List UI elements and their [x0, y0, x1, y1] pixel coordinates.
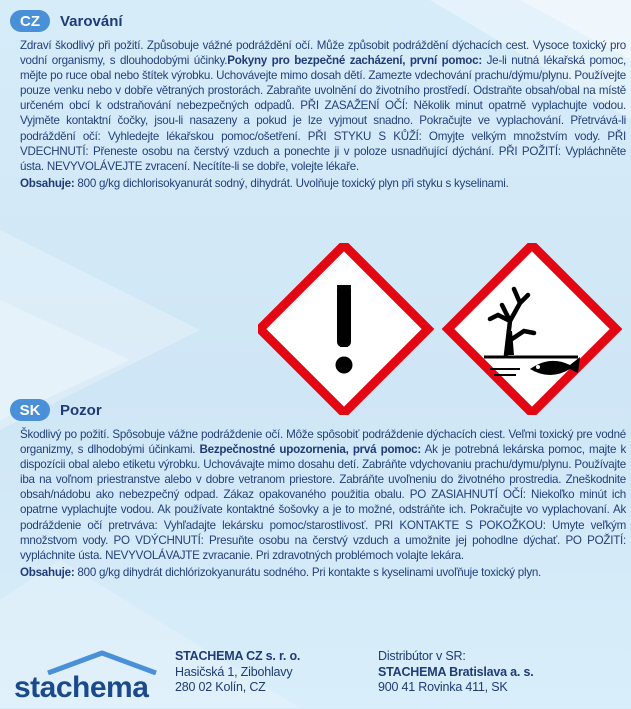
cz-language-badge: CZ — [10, 10, 50, 32]
distributor-block — [378, 649, 533, 696]
sk-signal-word: Pozor — [60, 401, 102, 419]
sk-hazard-text: Škodlivý po požití. Spôsobuje vážne podráždenie očí. Môže spôsobiť podráždenie dýchacích ciest. Veľmi toxický pre vodné organizmy, s dlhodobými účinkami. Bezpečnostné upozornenia, prvá pomoc: Ak je potrebná lekárska pomoc, majte k dispozícii obal alebo etiketu výrobku. Uchovávajte mimo dosahu detí. Zabráňte vdychovaniu prachu/dymu/plynu. Používajte iba na voľnom priestranstve alebo v dobre vetranom priestore. Zabráňte uvoľneniu do životného prostredia. Zneškodnite obsah/nádobu ako nebezpečný odpad. Zákaz opakovaného použitia obalu. PO ZASIAHNUTÍ OČÍ: Niekoľko minút ich opatrne vyplachujte vodou. Ak používate kontaktné šošovky a je to možné, odstráňte ich. Pokračujte vo vyplachovaní. Ak podráždenie očí pretrváva: Vyhľadajte lekársku pomoc/starostlivosť. PRI KONTAKTE S POKOŽKOU: Umyte veľkým množstvom vody. PO VDÝCHNUTÍ: Presuňte osobu na čerstvý vzduch a umožnite jej pohodlne dýchať. PO POŽITÍ: vypláchnite ústa. NEVYVOLÁVAJTE zvracanie. Pri zdravotných problémoch volajte lekára. — [20, 428, 626, 562]
manufacturer-name: STACHEMA CZ s. r. o. — [175, 649, 301, 663]
manufacturer-address-1: Hasičská 1, Zibohlavy — [175, 664, 293, 679]
distributor-name: STACHEMA Bratislava a. s. — [378, 664, 534, 679]
cz-hazard-text: Zdraví škodlivý při požití. Způsobuje vážné podráždění očí. Může způsobit podráždění dýchacích cest. Vysoce toxický pro vodní organismy, s dlouhodobými účinky.Pokyny pro bezpečné zacházení, první pomoc: Je-li nutná lékařská pomoc, mějte po ruce obal nebo štítek výrobku. Uchovávejte mimo dosah dětí. Zamezte vdechování prachu/dýmu/plynu. Používejte pouze venku nebo v dobře větraných prostorách. Zabraňte uvolnění do životního prostředí. Odstraňte obsah/obal na místě určeném obcí k odstraňování nebezpečných odpadů. PŘI ZASAŽENÍ OČÍ: Několik minut opatrně vyplachujte vodou. Vyjměte kontaktní čočky, jsou-li nasazeny a pokud je lze vyjmout snadno. Pokračujte ve vyplachování. Přetrvává-li podráždění očí: Vyhledejte lékařskou pomoc/ošetření. PŘI STYKU S KŮŽÍ: Omyjte velkým množstvím vody. PŘI VDECHNUTÍ: Přeneste osobu na čerstvý vzduch a ponechte ji v poloze usnadňující dýchání. PŘI POŽITÍ: Vypláchněte ústa. NEVYVOLÁVEJTE zvracení. Necítíte-li se dobře, volejte lékaře. — [20, 39, 626, 173]
footer — [0, 645, 631, 708]
exclamation-mark-pictogram — [260, 245, 428, 413]
cz-contains-line: Obsahuje: 800 g/kg dichlorisokyanurát sodný, dihydrát. Uvolňuje toxický plyn při styku s kyselinami. — [20, 176, 509, 190]
cz-section — [20, 10, 626, 191]
cz-signal-word: Varování — [60, 12, 123, 30]
manufacturer-address-2: 280 02 Kolín, CZ — [175, 680, 266, 694]
manufacturer-block — [175, 649, 300, 696]
sk-contains-line: Obsahuje: 800 g/kg dihydrát dichlórizokyanurátu sodného. Pri kontakte s kyselinami uvoľňuje toxický plyn. — [20, 565, 542, 579]
distributor-label: Distribútor v SR: — [378, 649, 466, 663]
sk-language-badge: SK — [10, 399, 50, 421]
stachema-logo — [14, 649, 164, 709]
cz-header — [20, 10, 626, 32]
sk-precautions-heading: Bezpečnostné upozornenia, prvá pomoc: — [195, 443, 421, 457]
cz-precautions-heading: Pokyny pro bezpečné zacházení, první pomoc: — [227, 54, 482, 68]
ghs-pictograms — [258, 243, 628, 415]
sk-header — [20, 399, 626, 421]
logo-wordmark: stachema — [14, 671, 149, 704]
distributor-address: 900 41 Rovinka 411, SK — [378, 680, 508, 694]
environment-hazard-pictogram — [448, 245, 616, 413]
sk-section — [20, 399, 626, 580]
